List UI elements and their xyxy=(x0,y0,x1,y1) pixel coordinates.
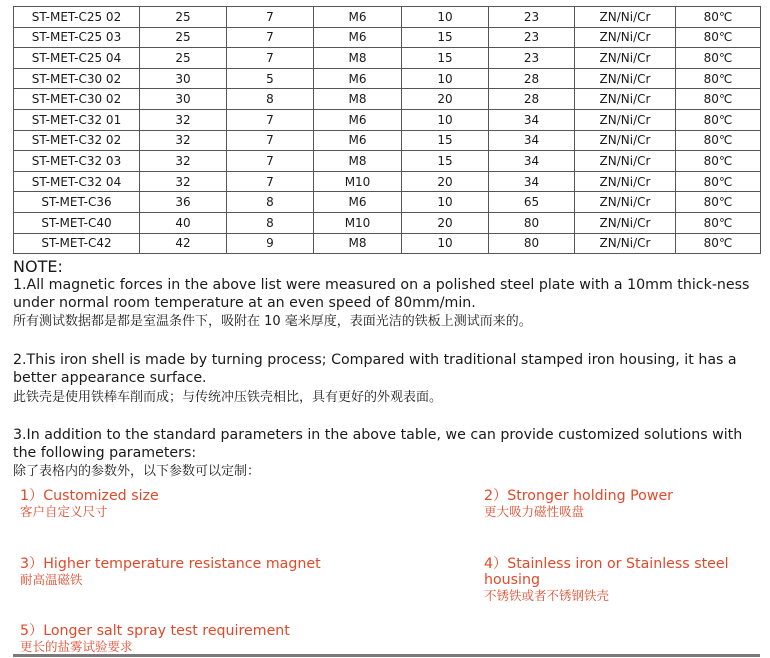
option-cn: 更长的盐雾试验要求 xyxy=(20,639,133,654)
table-cell: 80℃ xyxy=(676,48,761,69)
table-cell: ST-MET-C30 02 xyxy=(14,89,140,110)
table-cell: 5 xyxy=(227,68,314,89)
option-stronger-holding-power xyxy=(484,488,764,520)
table-cell: ZN/Ni/Cr xyxy=(575,151,676,172)
table-cell: 9 xyxy=(227,233,314,254)
table-cell: ST-MET-C36 xyxy=(14,192,140,213)
table-cell: 80℃ xyxy=(676,109,761,130)
table-cell: ZN/Ni/Cr xyxy=(575,68,676,89)
table-cell: 7 xyxy=(227,171,314,192)
table-cell: M10 xyxy=(314,212,402,233)
option-title: 2）Stronger holding Power xyxy=(484,488,674,504)
table-cell: 8 xyxy=(227,192,314,213)
table-cell: 10 xyxy=(402,109,489,130)
table-cell: M8 xyxy=(314,48,402,69)
table-cell: 10 xyxy=(402,192,489,213)
table-cell: 8 xyxy=(227,89,314,110)
table-cell: 23 xyxy=(489,27,575,48)
table-cell: 80℃ xyxy=(676,192,761,213)
note-paragraph-3-cn: 除了表格内的参数外，以下参数可以定制： xyxy=(13,464,261,479)
option-title: 1）Customized size xyxy=(20,488,159,504)
note-paragraph-1-cn: 所有测试数据都是都是室温条件下，吸附在 10 毫米厚度，表面光洁的铁板上测试而来的。 xyxy=(13,314,532,329)
table-cell: ST-MET-C32 04 xyxy=(14,171,140,192)
table-cell: 20 xyxy=(402,212,489,233)
table-cell: M6 xyxy=(314,192,402,213)
note-paragraph-2-cn: 此铁壳是使用铁棒车削而成；与传统冲压铁壳相比，具有更好的外观表面。 xyxy=(13,390,443,405)
table-row xyxy=(14,130,761,151)
table-cell: M8 xyxy=(314,233,402,254)
table-cell: 23 xyxy=(489,48,575,69)
table-cell: ZN/Ni/Cr xyxy=(575,171,676,192)
table-cell: 34 xyxy=(489,171,575,192)
table-cell: M6 xyxy=(314,109,402,130)
table-row xyxy=(14,7,761,28)
note-paragraph-1: 1.All magnetic forces in the above list were measured on a polished steel plate with a 10mm thick-ness under normal room temperature at an even speed of 80mm/min. xyxy=(13,277,750,311)
option-stainless-housing xyxy=(484,556,764,604)
option-high-temperature-magnet xyxy=(20,556,450,588)
table-cell: ZN/Ni/Cr xyxy=(575,7,676,28)
table-cell: 10 xyxy=(402,233,489,254)
note-paragraph-2: 2.This iron shell is made by turning process; Compared with traditional stamped iron housing, it has a better appearance surface. xyxy=(13,352,737,386)
table-cell: 15 xyxy=(402,48,489,69)
table-cell: 25 xyxy=(140,48,227,69)
table-cell: 40 xyxy=(140,212,227,233)
table-cell: 80℃ xyxy=(676,7,761,28)
table-cell: ST-MET-C30 02 xyxy=(14,68,140,89)
table-cell: 80℃ xyxy=(676,233,761,254)
table-cell: ZN/Ni/Cr xyxy=(575,212,676,233)
table-cell: 15 xyxy=(402,130,489,151)
option-title: 5）Longer salt spray test requirement xyxy=(20,623,290,639)
table-cell: 25 xyxy=(140,27,227,48)
table-cell: 42 xyxy=(140,233,227,254)
table-row xyxy=(14,27,761,48)
note-title: NOTE: xyxy=(13,257,63,276)
table-cell: 15 xyxy=(402,27,489,48)
table-cell: M6 xyxy=(314,130,402,151)
table-cell: 34 xyxy=(489,130,575,151)
table-cell: ST-MET-C25 03 xyxy=(14,27,140,48)
table-row xyxy=(14,48,761,69)
spec-table-body xyxy=(14,7,761,254)
table-row xyxy=(14,212,761,233)
table-cell: 28 xyxy=(489,89,575,110)
option-cn: 耐高温磁铁 xyxy=(20,572,83,587)
table-cell: 7 xyxy=(227,109,314,130)
option-customized-size xyxy=(20,488,450,520)
table-cell: 36 xyxy=(140,192,227,213)
table-row xyxy=(14,89,761,110)
table-cell: 80℃ xyxy=(676,27,761,48)
table-cell: 7 xyxy=(227,7,314,28)
option-cn: 不锈铁或者不锈钢铁壳 xyxy=(484,588,610,603)
spec-table xyxy=(13,6,761,254)
table-cell: ST-MET-C32 02 xyxy=(14,130,140,151)
table-cell: 80℃ xyxy=(676,212,761,233)
table-cell: M6 xyxy=(314,27,402,48)
table-cell: ST-MET-C32 01 xyxy=(14,109,140,130)
table-cell: ST-MET-C42 xyxy=(14,233,140,254)
table-cell: 30 xyxy=(140,89,227,110)
table-cell: M6 xyxy=(314,7,402,28)
table-cell: 32 xyxy=(140,130,227,151)
table-cell: 7 xyxy=(227,48,314,69)
table-cell: 80℃ xyxy=(676,151,761,172)
table-cell: 65 xyxy=(489,192,575,213)
table-cell: M6 xyxy=(314,68,402,89)
table-row xyxy=(14,233,761,254)
table-cell: 23 xyxy=(489,7,575,28)
table-cell: 20 xyxy=(402,89,489,110)
table-cell: ST-MET-C32 03 xyxy=(14,151,140,172)
option-title: 3）Higher temperature resistance magnet xyxy=(20,556,321,572)
table-row xyxy=(14,109,761,130)
table-cell: 80℃ xyxy=(676,130,761,151)
table-cell: 32 xyxy=(140,171,227,192)
table-cell: 32 xyxy=(140,109,227,130)
table-cell: 15 xyxy=(402,151,489,172)
table-cell: ST-MET-C25 04 xyxy=(14,48,140,69)
option-cn: 更大吸力磁性吸盘 xyxy=(484,504,585,519)
table-cell: ZN/Ni/Cr xyxy=(575,109,676,130)
table-cell: 32 xyxy=(140,151,227,172)
table-row xyxy=(14,192,761,213)
table-cell: 80℃ xyxy=(676,68,761,89)
table-row xyxy=(14,171,761,192)
table-cell: M8 xyxy=(314,89,402,110)
table-row xyxy=(14,151,761,172)
table-cell: 80 xyxy=(489,233,575,254)
note-paragraph-3: 3.In addition to the standard parameters in the above table, we can provide customized solutions with the following parameters: xyxy=(13,427,743,461)
table-cell: 7 xyxy=(227,130,314,151)
table-cell: 80℃ xyxy=(676,171,761,192)
table-cell: 7 xyxy=(227,151,314,172)
table-cell: ZN/Ni/Cr xyxy=(575,89,676,110)
option-title: 4）Stainless iron or Stainless steel housing xyxy=(484,556,729,588)
table-cell: 30 xyxy=(140,68,227,89)
table-cell: 8 xyxy=(227,212,314,233)
table-cell: 80℃ xyxy=(676,89,761,110)
table-cell: 25 xyxy=(140,7,227,28)
table-cell: 80 xyxy=(489,212,575,233)
table-cell: ZN/Ni/Cr xyxy=(575,27,676,48)
table-cell: 34 xyxy=(489,109,575,130)
option-cn: 客户自定义尺寸 xyxy=(20,504,108,519)
table-cell: M10 xyxy=(314,171,402,192)
table-cell: ZN/Ni/Cr xyxy=(575,192,676,213)
table-cell: 7 xyxy=(227,27,314,48)
bottom-divider xyxy=(13,654,760,657)
table-cell: 10 xyxy=(402,7,489,28)
table-cell: 34 xyxy=(489,151,575,172)
table-cell: 10 xyxy=(402,68,489,89)
table-cell: 28 xyxy=(489,68,575,89)
option-salt-spray-test xyxy=(20,623,450,655)
table-cell: ZN/Ni/Cr xyxy=(575,130,676,151)
table-cell: 20 xyxy=(402,171,489,192)
table-row xyxy=(14,68,761,89)
table-cell: ZN/Ni/Cr xyxy=(575,48,676,69)
table-cell: ZN/Ni/Cr xyxy=(575,233,676,254)
table-cell: ST-MET-C25 02 xyxy=(14,7,140,28)
table-cell: M8 xyxy=(314,151,402,172)
table-cell: ST-MET-C40 xyxy=(14,212,140,233)
